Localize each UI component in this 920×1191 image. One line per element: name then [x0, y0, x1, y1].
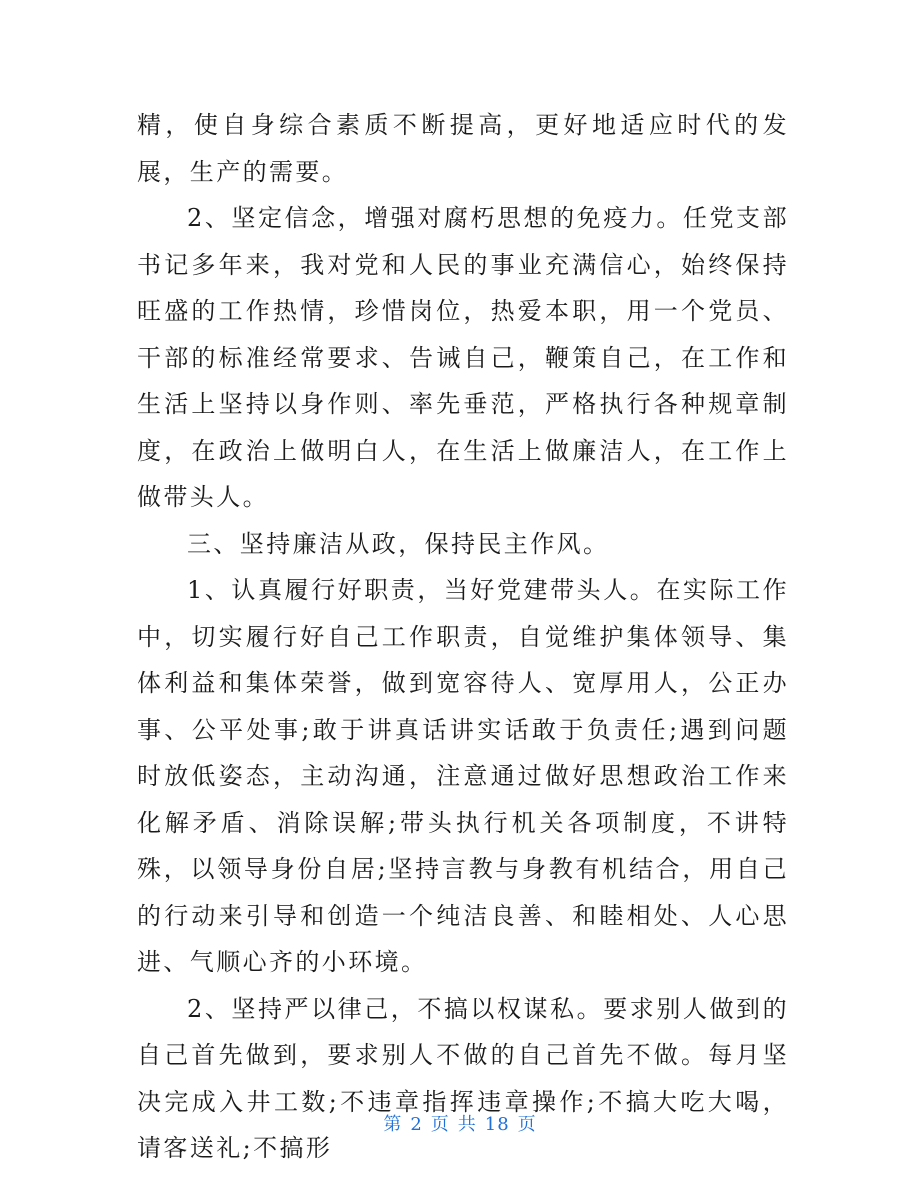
footer-label-ye: 页 — [430, 1114, 450, 1135]
paragraph-4: 1、认真履行好职责，当好党建带头人。在实际工作中，切实履行好自己工作职责，自觉维护集体领导、集体利益和集体荣誉，做到宽容待人、宽厚用人，公正办事、公平处事;敢于讲真话讲实话敢于负责任;遇到问题时放低姿态，主动沟通，注意通过做好思想政治工作来化解矛盾、消除误解;带头执行机关各项制度，不讲特殊，以领导身份自居;坚持言教与身教有机结合，用自己的行动来引导和创造一个纯洁良善、和睦相处、人心思进、气顺心齐的小环境。 — [137, 576, 789, 976]
footer-label-di: 第 — [383, 1114, 403, 1135]
paragraph-5: 2、坚持严以律己，不搞以权谋私。要求别人做到的自己首先做到，要求别人不做的自己首先不做。每月坚决完成入井工数;不违章指挥违章操作;不搞大吃大喝，请客送礼;不搞形 — [137, 994, 789, 1162]
page-footer — [0, 1110, 920, 1136]
document-body — [137, 102, 789, 1172]
footer-total-pages: 18 — [484, 1114, 510, 1135]
footer-label-ye-2: 页 — [517, 1114, 537, 1135]
section-heading-3: 三、坚持廉洁从政，保持民主作风。 — [187, 529, 610, 558]
paragraph-1: 精，使自身综合素质不断提高，更好地适应时代的发展，生产的需要。 — [137, 111, 789, 186]
paragraph-2: 2、坚定信念，增强对腐朽思想的免疫力。任党支部书记多年来，我对党和人民的事业充满信心，始终保持旺盛的工作热情，珍惜岗位，热爱本职，用一个党员、干部的标准经常要求、告诫自己，鞭策自己，在工作和生活上坚持以身作则、率先垂范，严格执行各种规章制度，在政治上做明白人，在生活上做廉洁人，在工作上做带头人。 — [137, 204, 789, 511]
footer-label-gong: 共 — [457, 1114, 477, 1135]
footer-current-page: 2 — [410, 1114, 423, 1135]
